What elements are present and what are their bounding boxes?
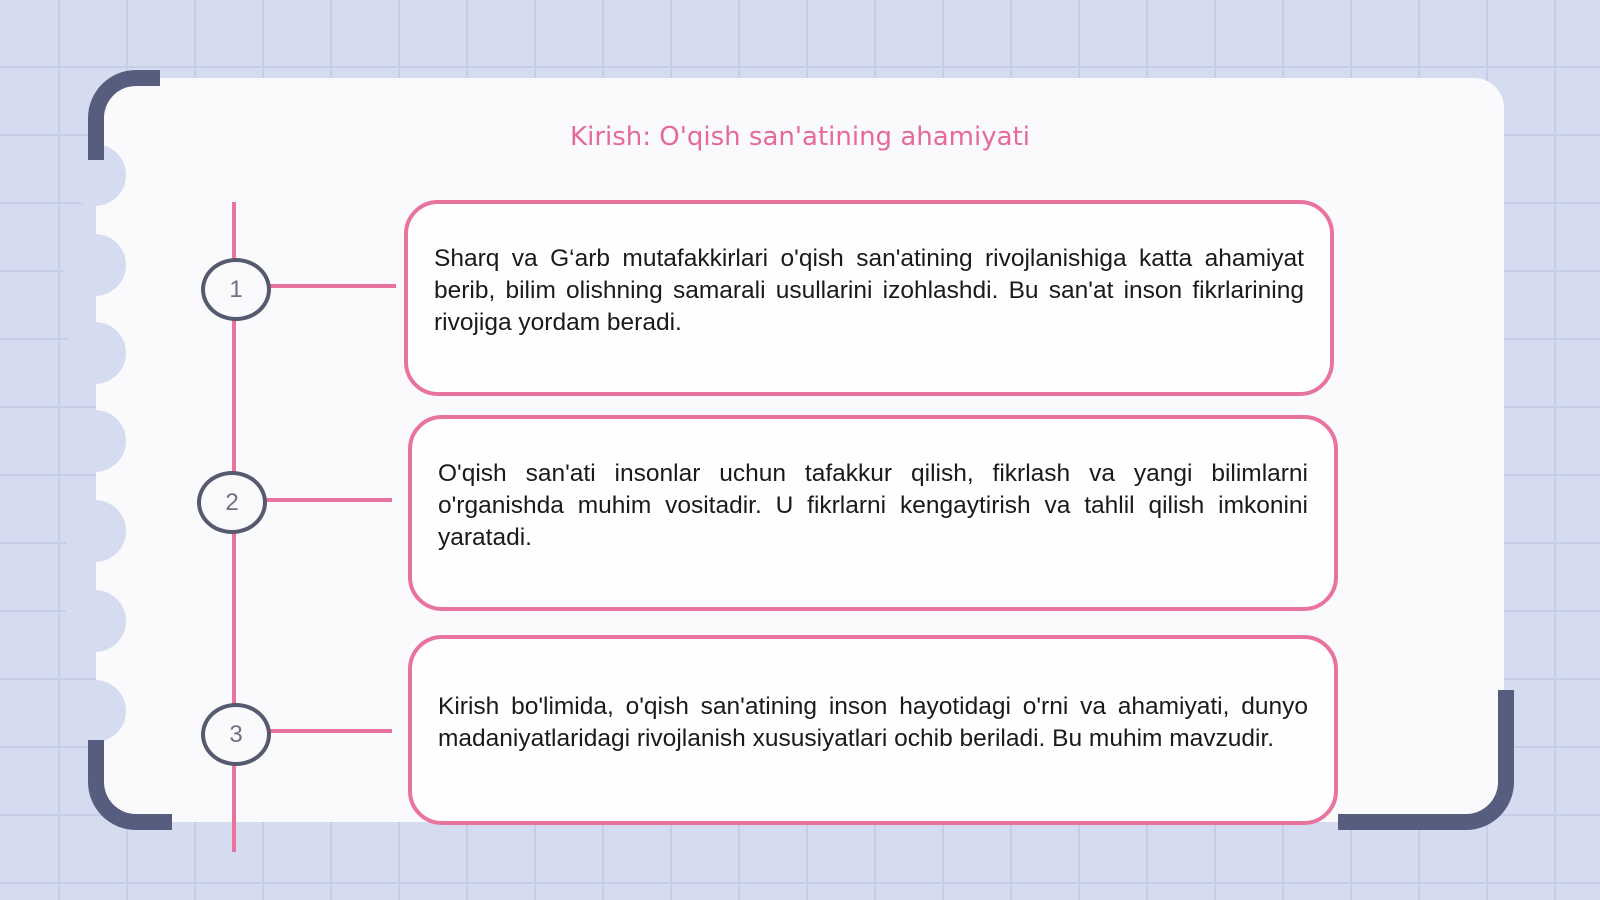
- page-scallop: [64, 590, 126, 652]
- timeline-marker: [201, 258, 271, 321]
- marker-number: 1: [229, 275, 243, 303]
- timeline-card: [408, 635, 1338, 825]
- card-text: Sharq va G‘arb mutafakkirlari o'qish san'atining rivojlanishiga katta ahamiyat berib, bilim olishning samarali usullarini izohlashdi. Bu san'at inson fikrlarining rivojiga yordam beradi.: [434, 245, 1304, 336]
- marker-number: 2: [225, 488, 239, 516]
- page-scallop: [64, 410, 126, 472]
- timeline-connector: [268, 284, 396, 288]
- slide-title: Kirish: O'qish san'atining ahamiyati: [570, 122, 1030, 152]
- marker-number: 3: [229, 720, 243, 748]
- card-text: Kirish bo'limida, o'qish san'atining inson hayotidagi o'rni va ahamiyati, dunyo madaniyatlaridagi rivojlanish xususiyatlari ochib beriladi. Bu muhim mavzudir.: [438, 693, 1308, 752]
- timeline-marker: [201, 703, 271, 766]
- timeline-connector: [264, 498, 392, 502]
- timeline-connector: [268, 729, 392, 733]
- frame-corner-bottom-right: [1338, 690, 1514, 830]
- page-scallop: [64, 234, 126, 296]
- page-scallop: [64, 500, 126, 562]
- timeline-card: [404, 200, 1334, 396]
- card-text: O'qish san'ati insonlar uchun tafakkur qilish, fikrlash va yangi bilimlarni o'rganishda muhim vositadir. U fikrlarni kengaytirish va tahlil qilish imkonini yaratadi.: [438, 460, 1308, 551]
- timeline-card: [408, 415, 1338, 611]
- page-scallop: [64, 322, 126, 384]
- timeline-marker: [197, 471, 267, 534]
- frame-corner-bottom-left: [88, 740, 172, 830]
- page-scallop: [64, 680, 126, 742]
